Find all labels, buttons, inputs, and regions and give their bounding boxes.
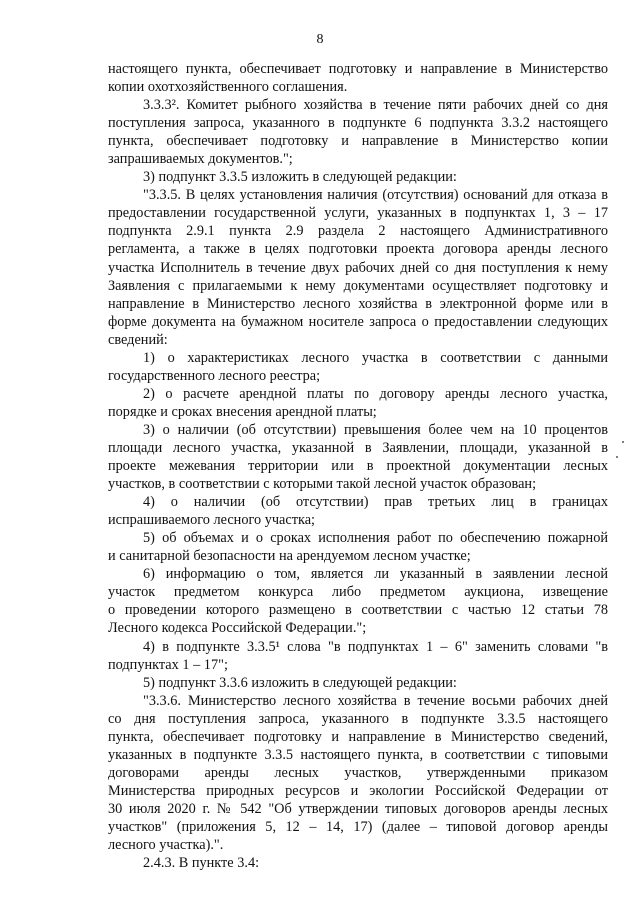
scan-speck	[622, 441, 624, 443]
text-line: 4) в подпункте 3.3.5¹ слова "в подпунктах 1 – 6" заменить словами "в	[143, 638, 608, 655]
text-line: сведений:	[108, 331, 168, 348]
text-line: подпункта 2.9.1 пункта 2.9 раздела 2 настоящего Административного	[108, 223, 608, 240]
text-line: о проведении которого размещено в соответствии с частью 12 статьи 78	[108, 602, 608, 619]
text-line: Министерства природных ресурсов и экологии Российской Федерации от	[108, 782, 608, 799]
text-line: "3.3.6. Министерство лесного хозяйства в течение восьми рабочих дней	[143, 692, 608, 709]
text-line: форме документа на бумажном носителе запроса о предоставлении следующих	[108, 313, 608, 330]
text-line: 3.3.3². Комитет рыбного хозяйства в течение пяти рабочих дней со дня	[143, 97, 608, 114]
text-line: запрашиваемых документов.";	[108, 151, 293, 168]
text-line: участок предметом конкурса либо предметом аукциона, извещение	[108, 584, 608, 601]
text-line: порядке и сроках внесения арендной платы;	[108, 403, 377, 420]
text-line: регламента, а также в целях подготовки проекта договора аренды лесного	[108, 241, 608, 258]
text-line: 6) информацию о том, является ли указанный в заявлении лесной	[143, 566, 608, 583]
text-line: направление в Министерство лесного хозяйства в электронной форме или в	[108, 295, 608, 312]
text-line: настоящего пункта, обеспечивает подготовку и направление в Министерство	[108, 61, 608, 77]
text-line: 5) об объемах и о сроках исполнения работ по обеспечению пожарной	[143, 530, 608, 547]
text-line: 2) о расчете арендной платы по договору аренды лесного участка,	[143, 385, 608, 402]
text-line: 2.4.3. В пункте 3.4:	[143, 855, 260, 872]
text-line: пункта, обеспечивает подготовку и направление в Министерство копии	[108, 133, 608, 150]
text-line: государственного лесного реестра;	[108, 367, 321, 384]
text-line: 1) о характеристиках лесного участка в соответствии с данными	[143, 349, 608, 366]
text-line: участков, в соответствии с которыми такой лесной участок образован;	[108, 476, 537, 493]
text-line: со дня поступления запроса, указанного в подпункте 3.3.5 настоящего	[108, 710, 608, 727]
text-line: 4) о наличии (об отсутствии) прав третьих лиц в границах	[143, 494, 608, 511]
text-line: поступления запроса, указанного в подпункте 6 подпункта 3.3.2 настоящего	[108, 115, 608, 132]
text-line: испрашиваемого лесного участка;	[108, 512, 316, 529]
text-line: 3) о наличии (об отсутствии) превышения более чем на 10 процентов	[143, 421, 608, 438]
text-line: подпунктах 1 – 17";	[108, 656, 228, 673]
text-line: договорами аренды лесных участков, утвержденными приказом	[108, 764, 608, 781]
text-line: 3) подпункт 3.3.5 изложить в следующей редакции:	[143, 169, 457, 186]
text-line: копии охотхозяйственного соглашения.	[108, 79, 348, 96]
text-line: 30 июля 2020 г. № 542 "Об утверждении типовых договоров аренды лесных	[108, 800, 608, 817]
text-line: площади лесного участка, указанной в Заявлении, площади, указанной в	[108, 439, 608, 456]
text-line: предоставлении государственной услуги, указанных в подпунктах 1, 3 – 17	[108, 205, 608, 222]
text-line: участка Исполнитель в течение двух рабочих дней со дня поступления к нему	[108, 259, 608, 276]
scan-speck	[616, 456, 618, 458]
text-line: пункта, обеспечивает подготовку и направление в Министерство сведений,	[108, 728, 608, 745]
document-body	[108, 60, 608, 872]
text-line: Заявления с прилагаемыми к нему документами осуществляет подготовку и	[108, 277, 608, 294]
text-line: "3.3.5. В целях установления наличия (отсутствия) оснований для отказа в	[143, 187, 608, 204]
text-line: и санитарной безопасности на арендуемом лесном участке;	[108, 548, 471, 565]
text-line: 5) подпункт 3.3.6 изложить в следующей редакции:	[143, 674, 457, 691]
text-line: указанных в подпункте 3.3.5 настоящего пункта, в соответствии с типовыми	[108, 746, 608, 763]
text-line: лесного участка).".	[108, 837, 224, 854]
text-line: участков" (приложения 5, 12 – 14, 17) (далее – типовой договор аренды	[108, 818, 608, 835]
text-line: Лесного кодекса Российской Федерации.";	[108, 620, 367, 637]
text-line: проекте межевания территории или в проектной документации лесных	[108, 458, 608, 475]
page-number: 8	[316, 32, 324, 47]
